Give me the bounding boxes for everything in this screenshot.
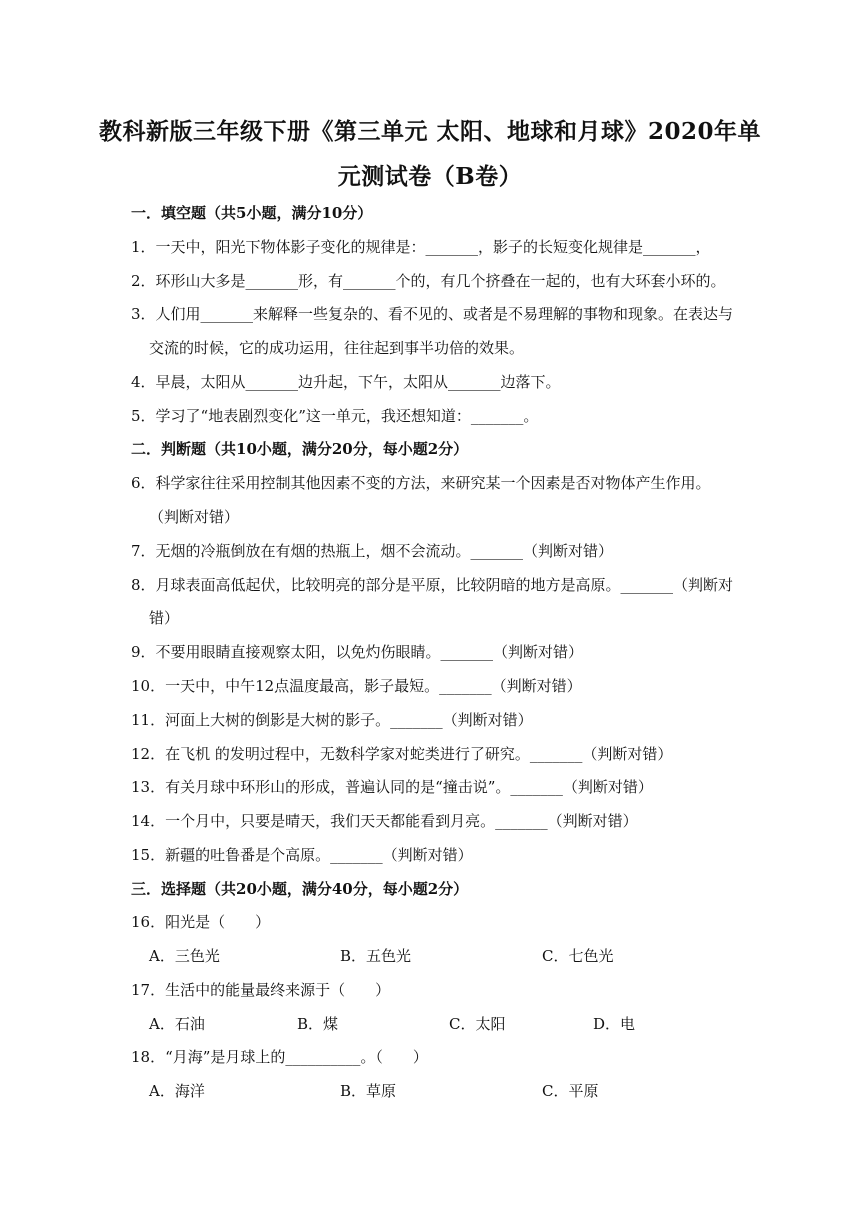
question-17-option-c: C．太阳 <box>449 1015 506 1033</box>
question-14: 14．一个月中，只要是晴天，我们天天都能看到月亮。_______（判断对错） <box>131 812 638 830</box>
question-18: 18．“月海”是月球上的__________。（ ） <box>131 1048 428 1066</box>
question-15: 15．新疆的吐鲁番是个高原。_______（判断对错） <box>131 846 473 864</box>
question-8-continued: 错） <box>149 609 180 627</box>
question-6: 6．科学家往往采用控制其他因素不变的方法，来研究某一个因素是否对物体产生作用。 <box>131 474 711 492</box>
section-heading-multiple-choice: 三．选择题（共20小题，满分40分，每小题2分） <box>131 880 469 898</box>
page-title-line-2: 元测试卷（B卷） <box>337 163 523 190</box>
question-17-option-b: B．煤 <box>297 1015 339 1033</box>
question-17-option-d: D．电 <box>593 1015 636 1033</box>
question-8: 8．月球表面高低起伏，比较明亮的部分是平原，比较阴暗的地方是高原。_______（判断对 <box>131 576 734 594</box>
question-17: 17．生活中的能量最终来源于（ ） <box>131 981 391 999</box>
question-10: 10．一天中，中午12点温度最高，影子最短。_______（判断对错） <box>131 677 582 695</box>
question-18-option-b: B．草原 <box>340 1082 397 1100</box>
question-11: 11．河面上大树的倒影是大树的影子。_______（判断对错） <box>131 711 533 729</box>
question-7: 7．无烟的冷瓶倒放在有烟的热瓶上，烟不会流动。_______（判断对错） <box>131 542 614 560</box>
question-16-option-c: C．七色光 <box>542 947 614 965</box>
question-18-option-a: A．海洋 <box>149 1082 205 1100</box>
section-heading-fill-blank: 一．填空题（共5小题，满分10分） <box>131 204 373 222</box>
question-18-option-c: C．平原 <box>542 1082 599 1100</box>
question-9: 9．不要用眼睛直接观察太阳，以免灼伤眼睛。_______（判断对错） <box>131 643 584 661</box>
question-2: 2．环形山大多是_______形，有_______个的，有几个挤叠在一起的，也有大环套小环的。 <box>131 272 726 290</box>
question-16-option-a: A．三色光 <box>149 947 220 965</box>
question-4: 4．早晨，太阳从_______边升起，下午，太阳从_______边落下。 <box>131 373 561 391</box>
question-16-option-b: B．五色光 <box>340 947 412 965</box>
question-3: 3．人们用_______来解释一些复杂的、看不见的、或者是不易理解的事物和现象。在表达与 <box>131 305 734 323</box>
question-12: 12．在飞机 的发明过程中，无数科学家对蛇类进行了研究。_______（判断对错） <box>131 745 673 763</box>
question-3-continued: 交流的时候，它的成功运用，往往起到事半功倍的效果。 <box>149 339 525 357</box>
question-6-continued: （判断对错） <box>149 508 240 526</box>
page-title-line-1: 教科新版三年级下册《第三单元 太阳、地球和月球》2020年单 <box>98 118 762 145</box>
question-17-option-a: A．石油 <box>149 1015 205 1033</box>
section-heading-true-false: 二．判断题（共10小题，满分20分，每小题2分） <box>131 440 469 458</box>
question-5: 5．学习了“地表剧烈变化”这一单元，我还想知道：_______。 <box>131 407 539 425</box>
question-1: 1．一天中，阳光下物体影子变化的规律是：_______，影子的长短变化规律是_______， <box>131 238 711 256</box>
question-16: 16．阳光是（ ） <box>131 913 271 931</box>
question-13: 13．有关月球中环形山的形成，普遍认同的是“撞击说”。_______（判断对错） <box>131 778 653 796</box>
